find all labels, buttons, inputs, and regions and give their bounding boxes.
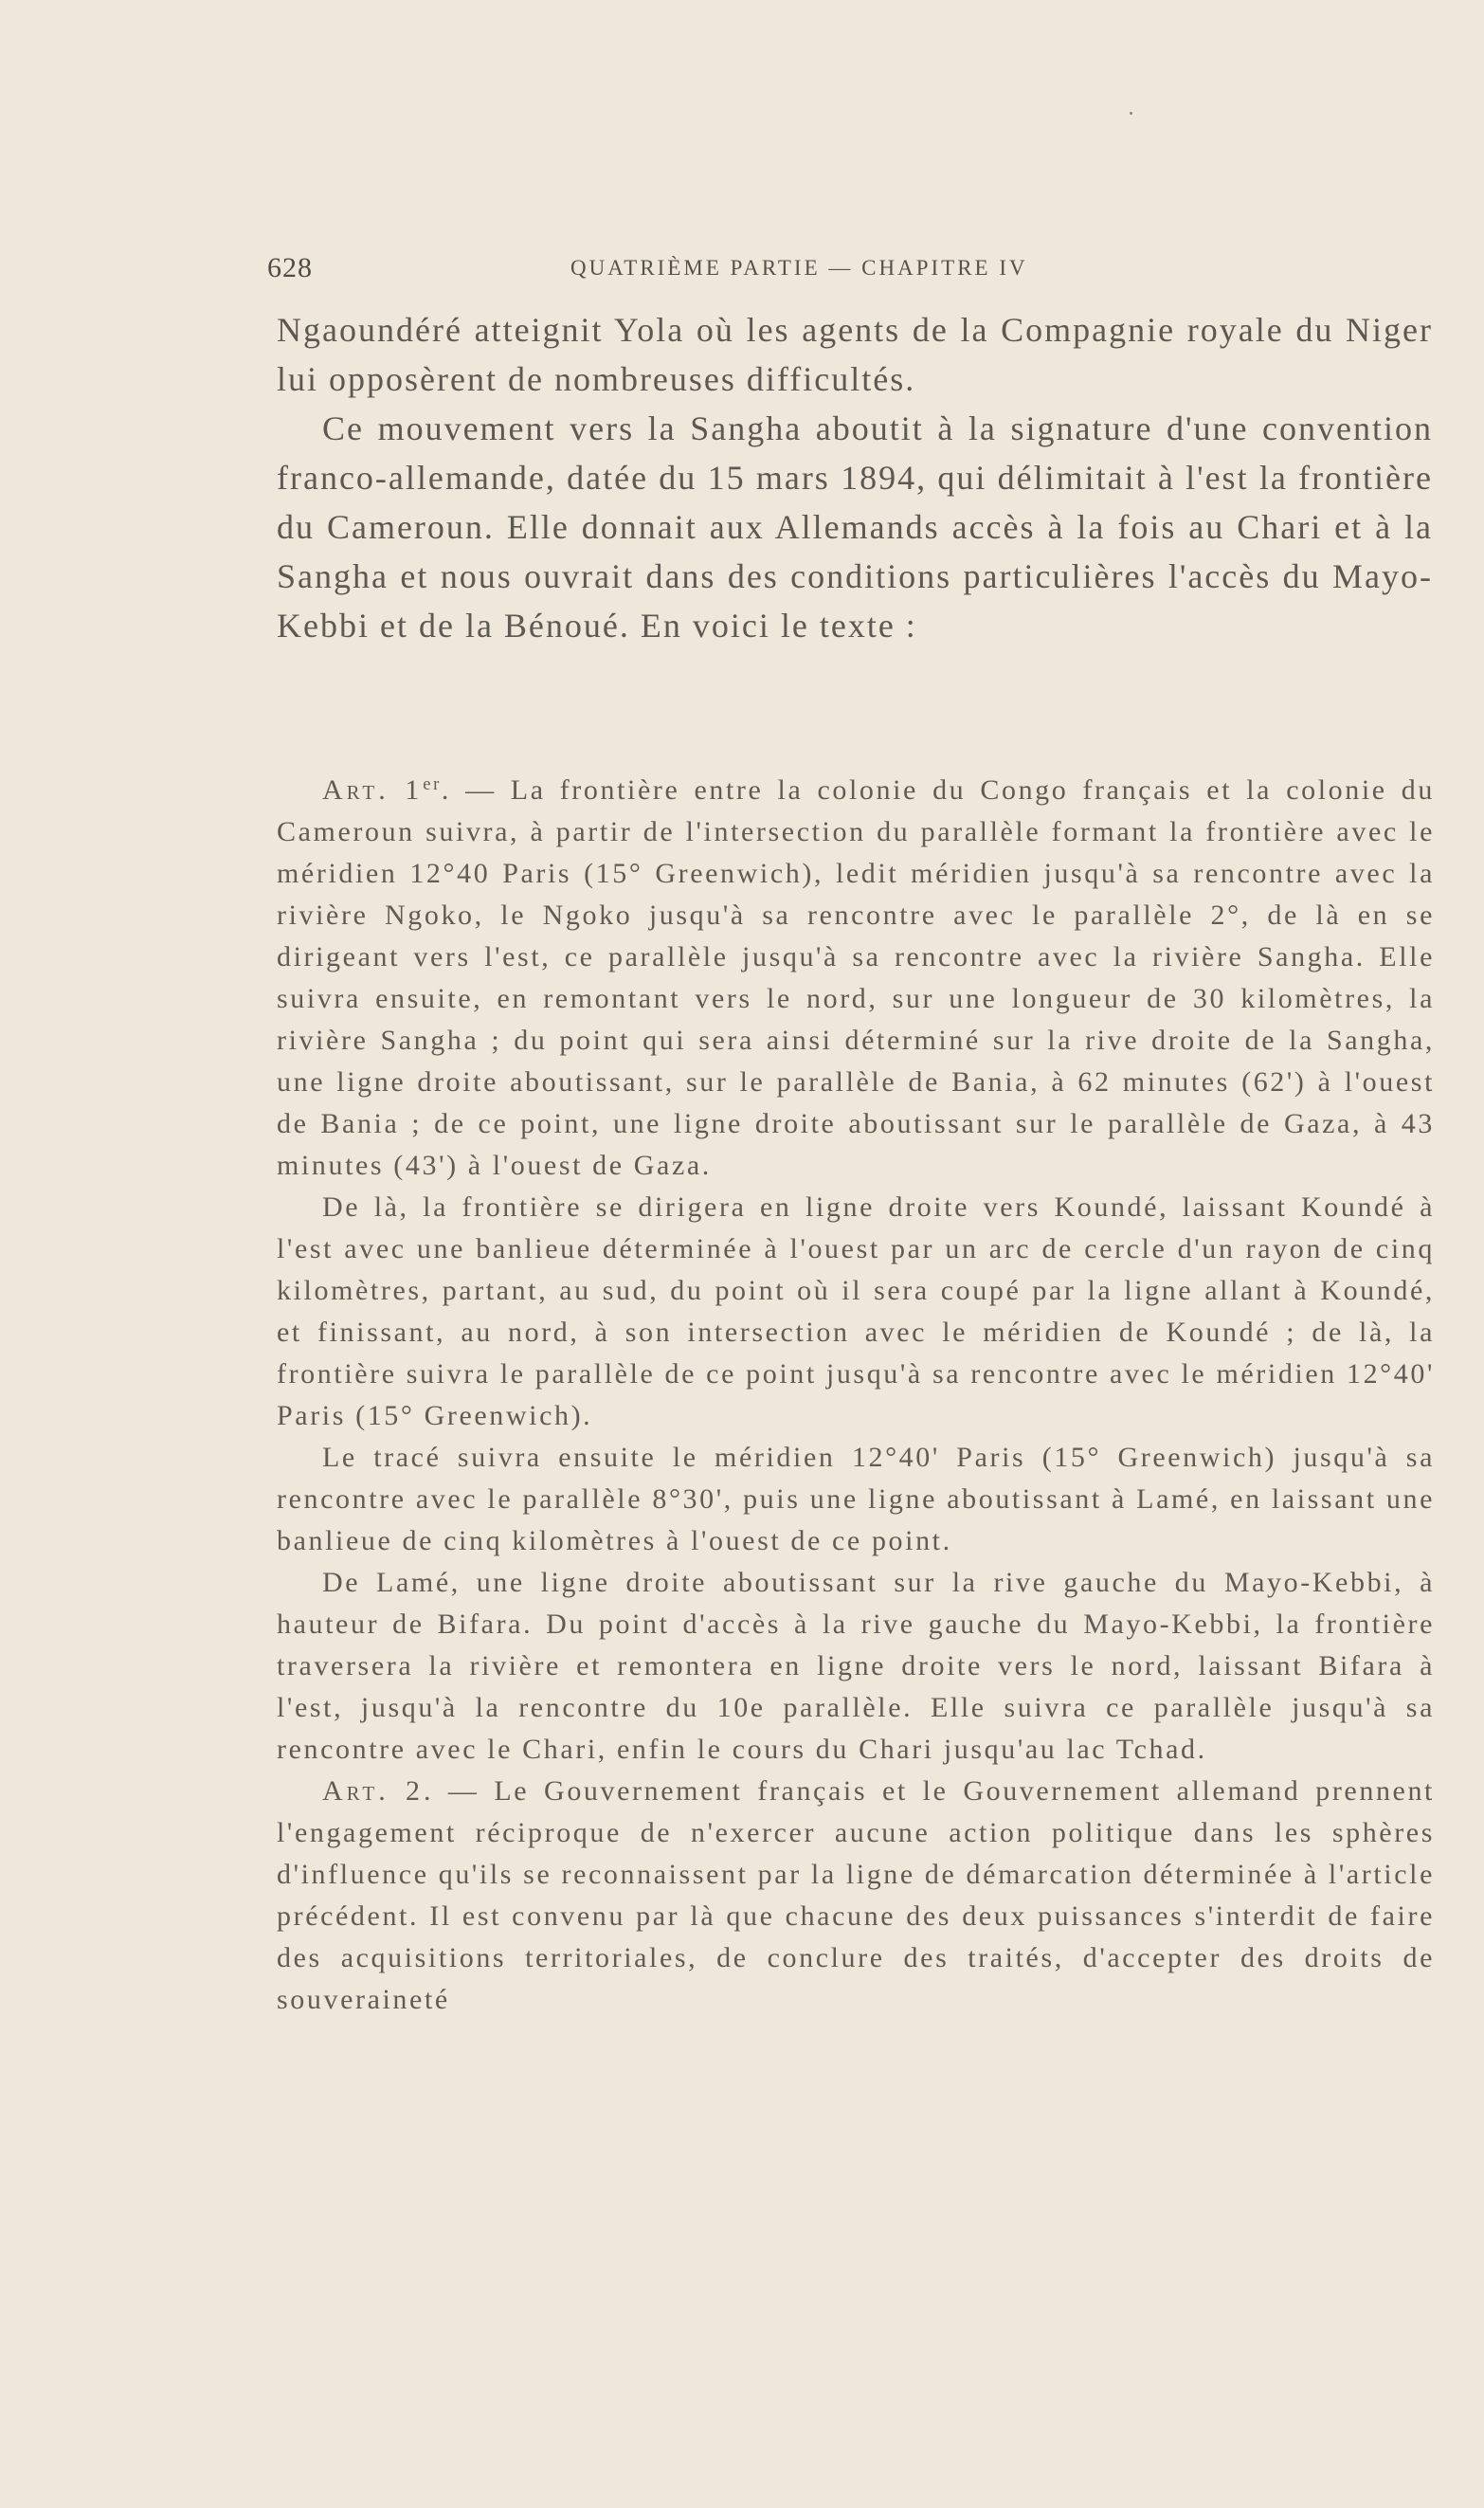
treaty-paragraph-3: Le tracé suivra ensuite le méridien 12°40' Paris (15° Greenwich) jusqu'à sa rencontre avec le parallèle 8°30', puis une ligne aboutissant à Lamé, en laissant une banlieue de cinq kilomètres à l'ouest de ce point. [277,1442,1435,1557]
paper-speck [1130,112,1132,115]
treaty-text [277,764,1435,2021]
article-1 [277,764,1435,1187]
intro-paragraph-1: Ngaoundéré atteignit Yola où les agents de la Compagnie royale du Niger lui opposèrent de nombreuses difficultés. [277,311,1433,398]
article-2 [277,1771,1435,2021]
article-2-label: Art. 2 [322,1775,424,1808]
treaty-paragraph-2: De là, la frontière se dirigera en ligne droite vers Koundé, laissant Koundé à l'est avec une banlieue déterminée à l'ouest par un arc de cercle d'un rayon de cinq kilomètres, partant, au sud, du point où il sera coupé par la ligne allant à Koundé, et finissant, au nord, à son intersection avec le méridien de Koundé ; de là, la frontière suivra le parallèle de ce point jusqu'à sa rencontre avec le méridien 12°40' Paris (15° Greenwich). [277,1191,1435,1432]
running-head: QUATRIÈME PARTIE — CHAPITRE IV [570,256,1028,280]
article-1-text: . — La frontière entre la colonie du Congo français et la colonie du Cameroun suivra, à partir de l'intersection du parallèle formant la frontière avec le méridien 12°40 Paris (15° Greenwich), ledit méridien jusqu'à sa rencontre avec la rivière Ngoko, le Ngoko jusqu'à sa rencontre avec le parallèle 2°, de là en se dirigeant vers l'est, ce parallèle jusqu'à sa rencontre avec la rivière Sangha. Elle suivra ensuite, en remontant vers le nord, sur une longueur de 30 kilomètres, la rivière Sangha ; du point qui sera ainsi déterminé sur la rive droite de la Sangha, une ligne droite aboutissant, sur le parallèle de Bania, à 62 minutes (62') à l'ouest de Bania ; de ce point, une ligne droite aboutissant sur le parallèle de Gaza, à 43 minutes (43') à l'ouest de Gaza. [277,774,1435,1182]
page-header [267,252,1385,290]
article-2-text: . — Le Gouvernement français et le Gouvernement allemand prennent l'engagement réciproque de n'exercer aucune action politique dans les sphères d'influence qu'ils se reconnaissent par la ligne de démarcation déterminée à l'article précédent. Il est convenu par là que chacune des deux puissances s'interdit de faire des acquisitions territoriales, de conclure des traités, d'accepter des droits de souveraineté [277,1775,1435,2016]
intro-paragraph-2: Ce mouvement vers la Sangha aboutit à la signature d'une convention franco-allemande, datée du 15 mars 1894, qui délimitait à l'est la frontière du Cameroun. Elle donnait aux Allemands accès à la fois au Chari et à la Sangha et nous ouvrait dans des conditions particulières l'accès du Mayo-Kebbi et de la Bénoué. En voici le texte : [277,409,1433,645]
treaty-paragraph-4: De Lamé, une ligne droite aboutissant sur la rive gauche du Mayo-Kebbi, à hauteur de Bifara. Du point d'accès à la rive gauche du Mayo-Kebbi, la frontière traversera la rivière et remontera en ligne droite vers le nord, laissant Bifara à l'est, jusqu'à la rencontre du 10e parallèle. Elle suivra ce parallèle jusqu'à sa rencontre avec le Chari, enfin le cours du Chari jusqu'au lac Tchad. [277,1567,1435,1766]
intro-text [277,305,1433,650]
page-number: 628 [267,252,313,283]
article-1-label: Art. 1 [322,774,424,807]
article-1-superscript: er [423,774,442,794]
